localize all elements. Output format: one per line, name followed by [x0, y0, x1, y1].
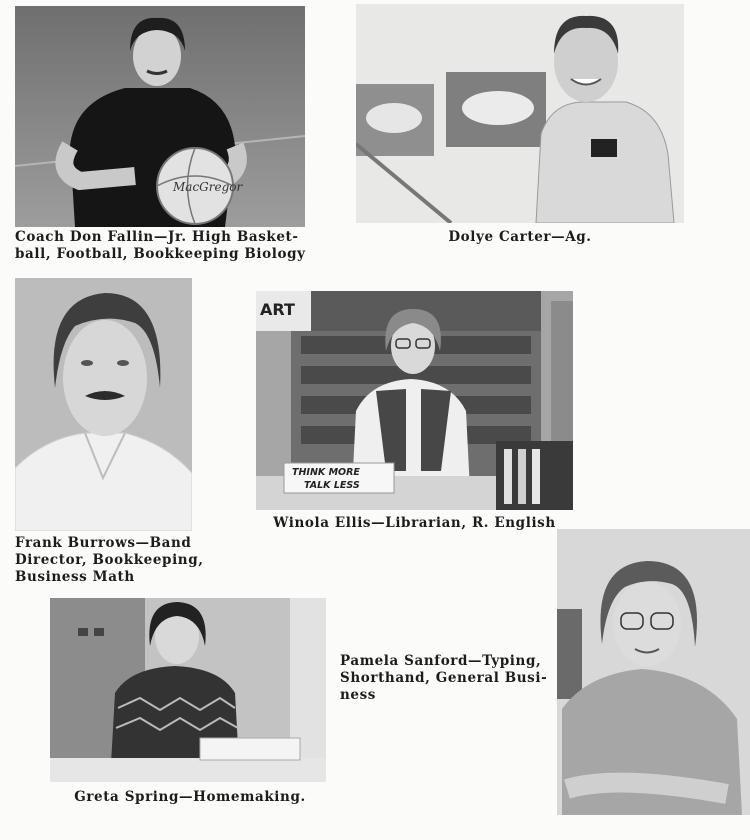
desk-sign-line1: THINK MORE — [292, 467, 360, 478]
photo-winola-ellis-art — [256, 291, 573, 510]
photo-dolye-carter — [356, 4, 684, 223]
caption-dolye-carter: Dolye Carter—Ag. — [448, 229, 592, 245]
photo-don-fallin — [15, 6, 305, 227]
caption-frank-burrows: Frank Burrows—Band Director, Bookkeeping, Business Math — [15, 535, 204, 585]
library-sign-text: ART — [260, 300, 295, 319]
desk-sign-line2: TALK LESS — [304, 480, 360, 491]
photo-winola-ellis — [256, 291, 573, 510]
photo-greta-spring-art — [50, 598, 326, 782]
caption-greta-spring: Greta Spring—Homemaking. — [74, 789, 306, 805]
photo-dolye-carter-art — [356, 4, 684, 223]
photo-greta-spring — [50, 598, 326, 782]
basketball-brand-text: MacGregor — [173, 180, 243, 194]
photo-frank-burrows-art — [15, 278, 192, 531]
photo-don-fallin-art — [15, 6, 305, 227]
photo-pamela-sanford — [557, 529, 750, 815]
caption-don-fallin: Coach Don Fallin—Jr. High Basket- ball, Football, Bookkeeping Biology — [15, 229, 306, 262]
photo-frank-burrows — [15, 278, 192, 531]
caption-winola-ellis: Winola Ellis—Librarian, R. English — [273, 515, 556, 531]
photo-pamela-sanford-art — [557, 529, 750, 815]
caption-pamela-sanford: Pamela Sanford—Typing, Shorthand, General Busi- ness — [340, 653, 548, 703]
